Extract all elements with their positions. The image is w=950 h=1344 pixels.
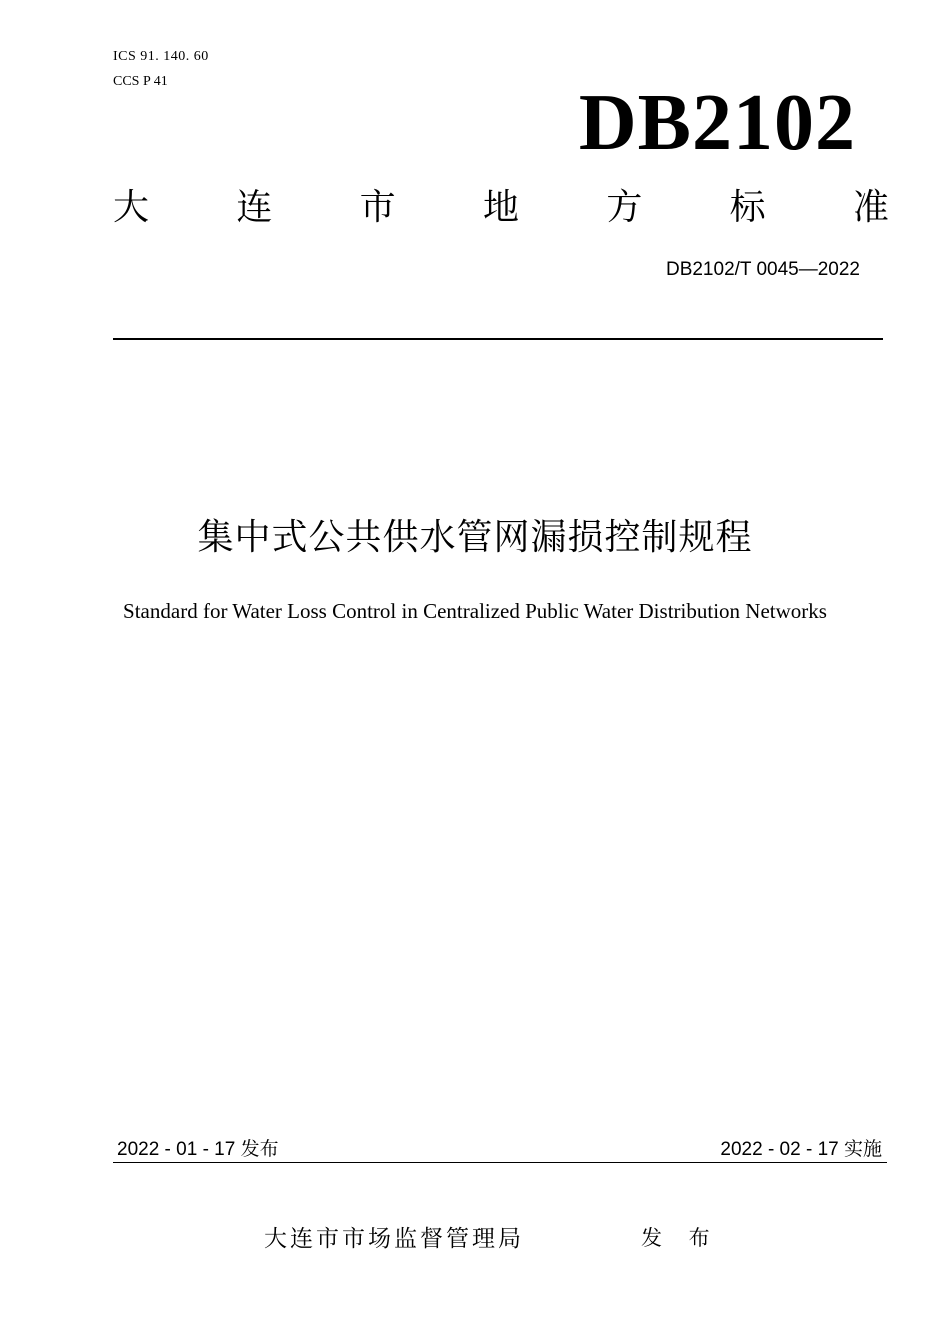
ccs-code: CCS P 41 (113, 74, 168, 89)
standard-type-char: 市 (359, 187, 396, 228)
publisher-name: 大连市市场监督管理局 (264, 1226, 524, 1252)
standard-code-db: DB2102 (578, 79, 856, 167)
standard-type-char: 大 (113, 187, 150, 228)
document-title-chinese: 集中式公共供水管网漏损控制规程 (197, 517, 753, 558)
document-title-english: Standard for Water Loss Control in Centralized Public Water Distribution Networks (123, 599, 827, 623)
publish-label: 发 布 (641, 1226, 720, 1250)
standard-number: DB2102/T 0045—2022 (665, 259, 860, 280)
standard-type-char: 标 (729, 187, 766, 228)
implementation-date: 2022 - 02 - 17 实施 (720, 1139, 882, 1160)
standard-type-char: 准 (852, 187, 889, 228)
standard-type-char: 方 (606, 187, 643, 228)
standard-type-heading (113, 186, 889, 230)
issue-date: 2022 - 01 - 17 发布 (117, 1139, 279, 1160)
header-divider (113, 338, 883, 340)
standard-type-char: 地 (482, 187, 519, 228)
footer-divider (113, 1162, 887, 1163)
ics-code: ICS 91. 140. 60 (113, 49, 209, 64)
standard-type-char: 连 (236, 187, 273, 228)
